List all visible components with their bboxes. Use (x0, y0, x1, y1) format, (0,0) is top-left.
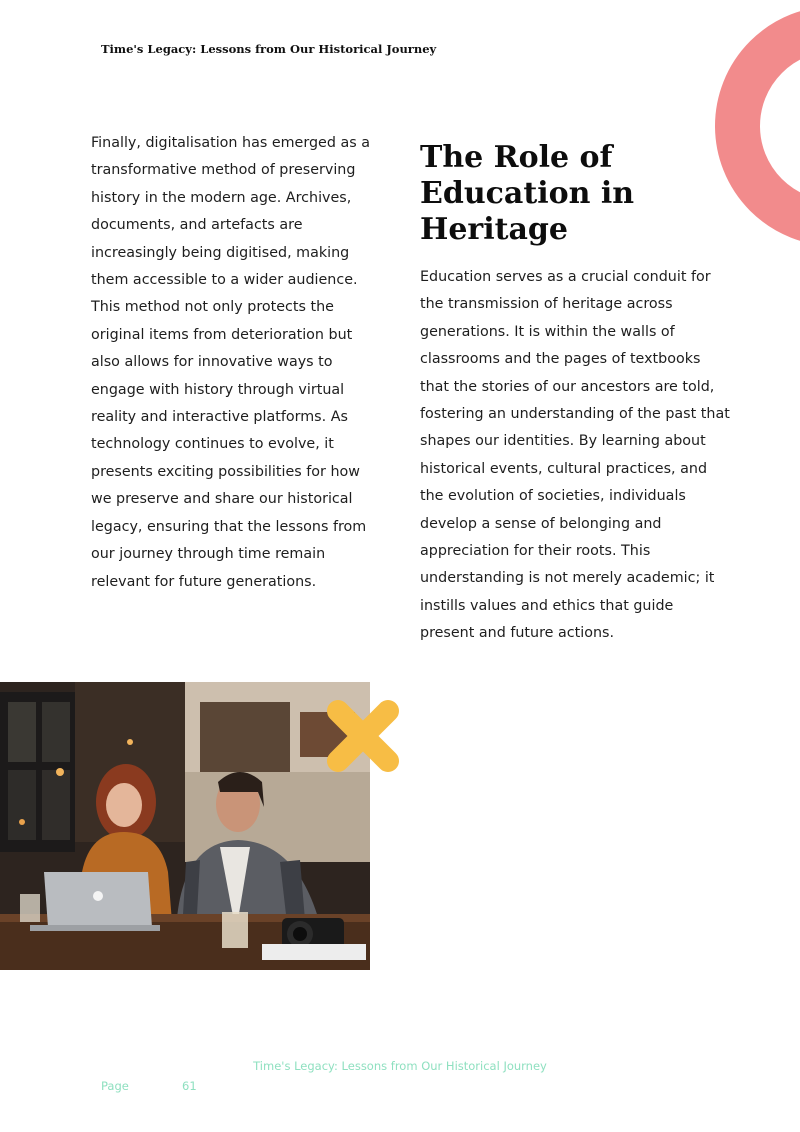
cafe-photo-image (0, 682, 370, 970)
running-header-title: Time's Legacy: Lessons from Our Historical Journey (101, 42, 437, 56)
section-heading: The Role of Education in Heritage (420, 140, 635, 247)
right-column (420, 140, 730, 648)
footer-page-label: Page (101, 1079, 129, 1093)
footer-title: Time's Legacy: Lessons from Our Historical Journey (253, 1059, 547, 1073)
footer-page-number: 61 (182, 1079, 197, 1093)
decorative-x-mark (324, 697, 402, 775)
left-column-paragraph: Finally, digitalisation has emerged as a transformative method of preserving history in the modern age. Archives, documents, and artefacts are increasingly being digitised, making them accessible to a wider audience. This method not only protects the original items from deterioration but also allows for innovative ways to engage with history through virtual reality and interactive platforms. As technology continues to evolve, it presents exciting possibilities for how we preserve and share our historical legacy, ensuring that the lessons from our journey through time remain relevant for future generations. (91, 135, 370, 590)
section-body-paragraph: Education serves as a crucial conduit for the transmission of heritage across generations. It is within the walls of classrooms and the pages of textbooks that the stories of our ancestors are told, fostering an understanding of the past that shapes our identities. By learning about historical events, cultural practices, and the evolution of societies, individuals develop a sense of belonging and appreciation for their roots. This understanding is not merely academic; it instills values and ethics that guide present and future actions. (420, 269, 730, 642)
